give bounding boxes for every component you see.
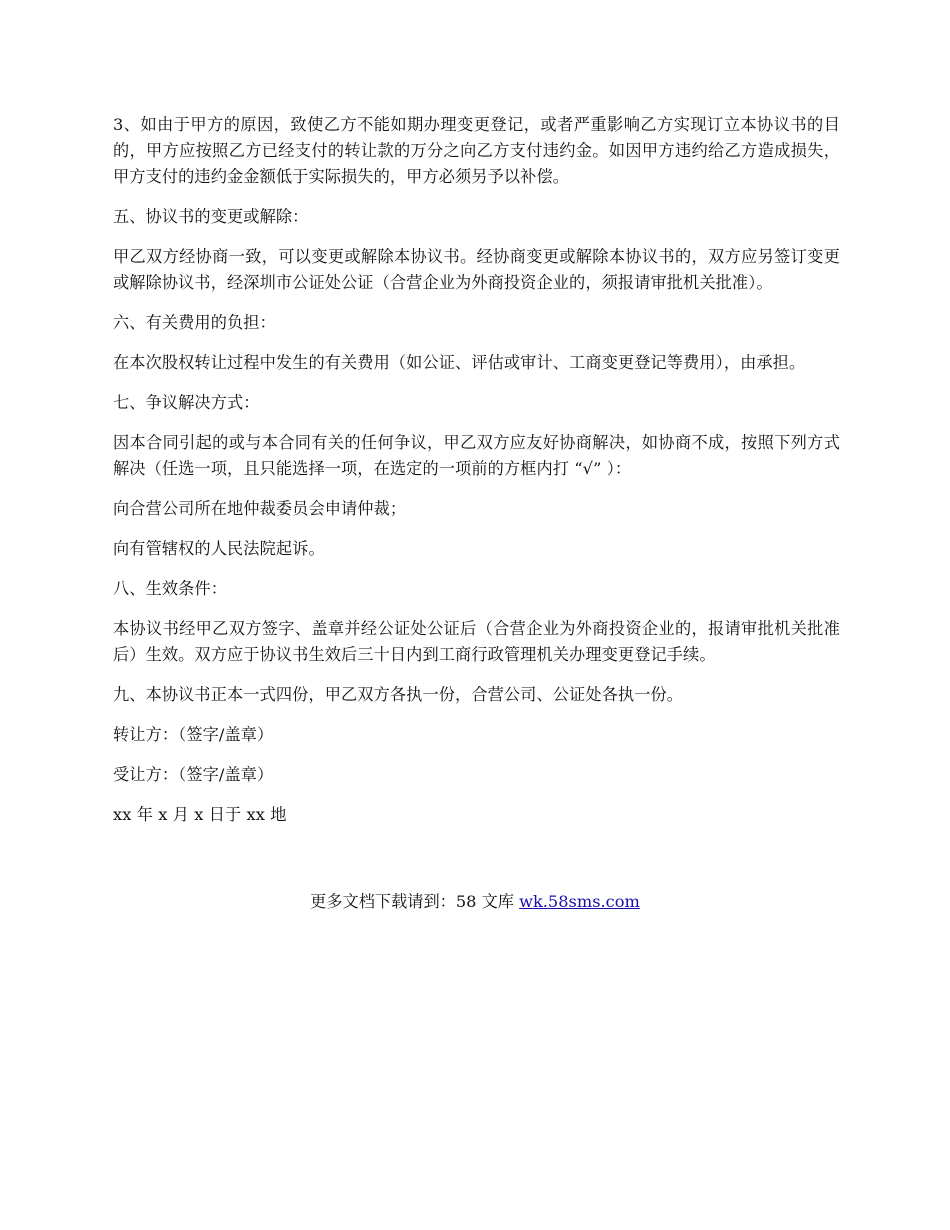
section-8-heading: 八、生效条件： <box>113 579 228 598</box>
download-footer <box>0 889 950 915</box>
clause-3-breach: 3、如由于甲方的原因，致使乙方不能如期办理变更登记，或者严重影响乙方实现订立本协议书的目的，甲方应按照乙方已经支付的转让款的万分之向乙方支付违约金。如因甲方违约给乙方造成损失，甲方支付的违约金金额低于实际损失的，甲方必须另予以补偿。 <box>113 115 840 186</box>
section-6-heading: 六、有关费用的负担： <box>113 313 276 332</box>
section-5-heading: 五、协议书的变更或解除： <box>113 207 309 226</box>
document-body <box>113 112 840 842</box>
section-8-body: 本协议书经甲乙双方签字、盖章并经公证处公证后（合营企业为外商投资企业的，报请审批机关批准后）生效。双方应于协议书生效后三十日内到工商行政管理机关办理变更登记手续。 <box>113 619 840 664</box>
section-5-body: 甲乙双方经协商一致，可以变更或解除本协议书。经协商变更或解除本协议书的，双方应另签订变更或解除协议书，经深圳市公证处公证（合营企业为外商投资企业的，须报请审批机关批准）。 <box>113 247 840 292</box>
option-arbitration: 向合营公司所在地仲裁委员会申请仲裁； <box>113 499 407 518</box>
section-9-copies: 九、本协议书正本一式四份，甲乙双方各执一份，合营公司、公证处各执一份。 <box>113 685 684 704</box>
section-7-heading: 七、争议解决方式： <box>113 393 260 412</box>
transferee-signature: 受让方：（签字/盖章） <box>113 765 274 784</box>
option-court: 向有管辖权的人民法院起诉。 <box>113 539 325 558</box>
section-6-body: 在本次股权转让过程中发生的有关费用（如公证、评估或审计、工商变更登记等费用），由承担。 <box>113 353 806 372</box>
date-place-line: xx 年 x 月 x 日于 xx 地 <box>113 805 287 824</box>
section-7-body: 因本合同引起的或与本合同有关的任何争议，甲乙双方应友好协商解决，如协商不成，按照下列方式解决（任选一项，且只能选择一项，在选定的一项前的方框内打 “√” ）： <box>113 433 840 478</box>
transferor-signature: 转让方：（签字/盖章） <box>113 725 274 744</box>
footer-text: 更多文档下载请到：58 文库 <box>310 892 520 911</box>
footer-link[interactable]: wk.58sms.com <box>519 892 640 911</box>
